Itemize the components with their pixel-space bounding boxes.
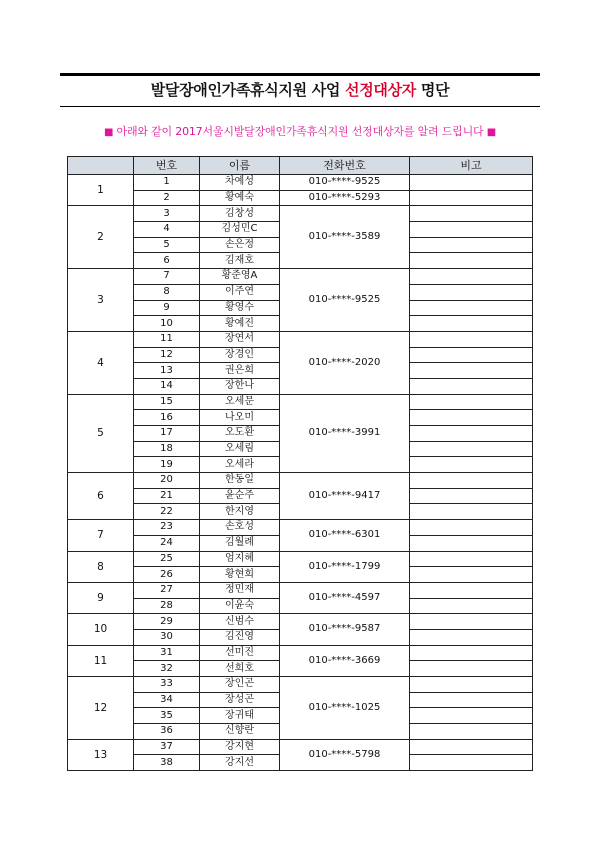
member-number-cell: 19 <box>134 457 200 473</box>
member-name-cell: 황준영A <box>200 269 280 285</box>
member-number-cell: 29 <box>134 614 200 630</box>
group-number-cell: 11 <box>68 645 134 676</box>
member-number-cell: 12 <box>134 347 200 363</box>
note-cell <box>410 426 533 442</box>
member-number-cell: 4 <box>134 222 200 238</box>
member-number-cell: 24 <box>134 535 200 551</box>
member-name-cell: 정민재 <box>200 582 280 598</box>
note-cell <box>410 410 533 426</box>
column-header-group <box>68 157 134 175</box>
phone-cell: 010-****-1799 <box>280 551 410 582</box>
note-cell <box>410 598 533 614</box>
note-cell <box>410 661 533 677</box>
member-number-cell: 8 <box>134 284 200 300</box>
square-bullet-icon: ■ <box>104 127 114 138</box>
title-top-rule <box>60 73 540 76</box>
member-number-cell: 25 <box>134 551 200 567</box>
group-number-cell: 3 <box>68 269 134 332</box>
note-cell <box>410 206 533 222</box>
member-name-cell: 오세림 <box>200 441 280 457</box>
member-name-cell: 신범수 <box>200 614 280 630</box>
column-header-note: 비고 <box>410 157 533 175</box>
note-cell <box>410 520 533 536</box>
group-number-cell: 2 <box>68 206 134 269</box>
note-cell <box>410 284 533 300</box>
note-cell <box>410 535 533 551</box>
member-number-cell: 30 <box>134 629 200 645</box>
member-name-cell: 김성민C <box>200 222 280 238</box>
note-cell <box>410 645 533 661</box>
phone-cell: 010-****-6301 <box>280 520 410 551</box>
member-number-cell: 34 <box>134 692 200 708</box>
group-number-cell: 4 <box>68 331 134 394</box>
column-header-name: 이름 <box>200 157 280 175</box>
member-number-cell: 7 <box>134 269 200 285</box>
member-number-cell: 13 <box>134 363 200 379</box>
member-name-cell: 신향란 <box>200 724 280 740</box>
member-number-cell: 6 <box>134 253 200 269</box>
table-row <box>68 190 533 206</box>
member-number-cell: 21 <box>134 488 200 504</box>
title-prefix: 발달장애인가족휴식지원 사업 <box>150 81 341 99</box>
note-cell <box>410 755 533 771</box>
member-name-cell: 황영수 <box>200 300 280 316</box>
member-name-cell: 강지현 <box>200 739 280 755</box>
member-name-cell: 장인곤 <box>200 677 280 693</box>
group-number-cell: 1 <box>68 175 134 206</box>
table-row <box>68 520 533 536</box>
note-cell <box>410 582 533 598</box>
note-cell <box>410 629 533 645</box>
member-number-cell: 9 <box>134 300 200 316</box>
table-row <box>68 206 533 222</box>
table-row <box>68 582 533 598</box>
member-number-cell: 20 <box>134 473 200 489</box>
note-cell <box>410 677 533 693</box>
group-number-cell: 6 <box>68 473 134 520</box>
note-cell <box>410 724 533 740</box>
member-number-cell: 14 <box>134 378 200 394</box>
phone-cell: 010-****-3991 <box>280 394 410 472</box>
table-row <box>68 739 533 755</box>
square-bullet-icon: ■ <box>486 127 496 138</box>
phone-cell: 010-****-2020 <box>280 331 410 394</box>
phone-cell: 010-****-4597 <box>280 582 410 613</box>
note-cell <box>410 316 533 332</box>
member-name-cell: 황현희 <box>200 567 280 583</box>
member-name-cell: 김창성 <box>200 206 280 222</box>
member-number-cell: 22 <box>134 504 200 520</box>
note-cell <box>410 739 533 755</box>
member-name-cell: 한지영 <box>200 504 280 520</box>
member-number-cell: 33 <box>134 677 200 693</box>
member-number-cell: 31 <box>134 645 200 661</box>
note-cell <box>410 614 533 630</box>
member-name-cell: 이윤숙 <box>200 598 280 614</box>
table-row <box>68 614 533 630</box>
member-name-cell: 오세문 <box>200 394 280 410</box>
note-cell <box>410 175 533 191</box>
note-cell <box>410 253 533 269</box>
member-number-cell: 16 <box>134 410 200 426</box>
phone-cell: 010-****-9417 <box>280 473 410 520</box>
group-number-cell: 8 <box>68 551 134 582</box>
column-header-phone: 전화번호 <box>280 157 410 175</box>
member-name-cell: 엄지혜 <box>200 551 280 567</box>
member-name-cell: 김월례 <box>200 535 280 551</box>
phone-cell: 010-****-3589 <box>280 206 410 269</box>
note-cell <box>410 378 533 394</box>
member-name-cell: 차예성 <box>200 175 280 191</box>
member-number-cell: 26 <box>134 567 200 583</box>
member-name-cell: 김진영 <box>200 629 280 645</box>
member-number-cell: 27 <box>134 582 200 598</box>
column-header-number: 번호 <box>134 157 200 175</box>
member-name-cell: 장연서 <box>200 331 280 347</box>
title-highlight: 선정대상자 <box>345 81 416 99</box>
note-cell <box>410 347 533 363</box>
note-cell <box>410 331 533 347</box>
notice-line <box>60 124 540 141</box>
member-name-cell: 황예숙 <box>200 190 280 206</box>
note-cell <box>410 551 533 567</box>
group-number-cell: 7 <box>68 520 134 551</box>
table-row <box>68 645 533 661</box>
member-number-cell: 17 <box>134 426 200 442</box>
member-name-cell: 장한나 <box>200 378 280 394</box>
member-name-cell: 강지선 <box>200 755 280 771</box>
note-cell <box>410 567 533 583</box>
member-name-cell: 한동일 <box>200 473 280 489</box>
note-cell <box>410 237 533 253</box>
phone-cell: 010-****-9525 <box>280 269 410 332</box>
table-row <box>68 551 533 567</box>
title-bottom-rule <box>60 106 540 107</box>
member-number-cell: 38 <box>134 755 200 771</box>
member-number-cell: 1 <box>134 175 200 191</box>
member-name-cell: 선미진 <box>200 645 280 661</box>
member-name-cell: 황예진 <box>200 316 280 332</box>
member-name-cell: 손호성 <box>200 520 280 536</box>
member-name-cell: 김재호 <box>200 253 280 269</box>
title-suffix: 명단 <box>420 81 450 99</box>
member-number-cell: 23 <box>134 520 200 536</box>
note-cell <box>410 222 533 238</box>
table-row <box>68 473 533 489</box>
member-number-cell: 10 <box>134 316 200 332</box>
table-row <box>68 331 533 347</box>
note-cell <box>410 457 533 473</box>
phone-cell: 010-****-3669 <box>280 645 410 676</box>
group-number-cell: 9 <box>68 582 134 613</box>
note-cell <box>410 269 533 285</box>
member-number-cell: 37 <box>134 739 200 755</box>
member-name-cell: 윤순주 <box>200 488 280 504</box>
member-name-cell: 장성곤 <box>200 692 280 708</box>
group-number-cell: 5 <box>68 394 134 472</box>
note-cell <box>410 363 533 379</box>
phone-cell: 010-****-5293 <box>280 190 410 206</box>
member-number-cell: 2 <box>134 190 200 206</box>
phone-cell: 010-****-5798 <box>280 739 410 770</box>
note-cell <box>410 190 533 206</box>
member-name-cell: 이주연 <box>200 284 280 300</box>
member-number-cell: 15 <box>134 394 200 410</box>
notice-text: 아래와 같이 2017서울시발달장애인가족휴식지원 선정대상자를 알려 드립니다 <box>116 125 484 138</box>
note-cell <box>410 504 533 520</box>
note-cell <box>410 488 533 504</box>
note-cell <box>410 692 533 708</box>
note-cell <box>410 300 533 316</box>
page-title <box>60 78 540 102</box>
member-name-cell: 오세라 <box>200 457 280 473</box>
note-cell <box>410 708 533 724</box>
table-row <box>68 394 533 410</box>
member-name-cell: 손은정 <box>200 237 280 253</box>
member-number-cell: 18 <box>134 441 200 457</box>
note-cell <box>410 441 533 457</box>
note-cell <box>410 473 533 489</box>
member-number-cell: 32 <box>134 661 200 677</box>
selection-table <box>67 156 533 771</box>
phone-cell: 010-****-9525 <box>280 175 410 191</box>
member-number-cell: 5 <box>134 237 200 253</box>
member-number-cell: 11 <box>134 331 200 347</box>
table-row <box>68 677 533 693</box>
member-name-cell: 장경인 <box>200 347 280 363</box>
member-name-cell: 장귀태 <box>200 708 280 724</box>
member-number-cell: 35 <box>134 708 200 724</box>
table-body <box>68 175 533 771</box>
member-name-cell: 선희호 <box>200 661 280 677</box>
phone-cell: 010-****-1025 <box>280 677 410 740</box>
member-number-cell: 3 <box>134 206 200 222</box>
group-number-cell: 10 <box>68 614 134 645</box>
member-number-cell: 36 <box>134 724 200 740</box>
group-number-cell: 12 <box>68 677 134 740</box>
member-name-cell: 권은희 <box>200 363 280 379</box>
member-number-cell: 28 <box>134 598 200 614</box>
note-cell <box>410 394 533 410</box>
table-header-row <box>68 157 533 175</box>
member-name-cell: 나오미 <box>200 410 280 426</box>
table-row <box>68 269 533 285</box>
phone-cell: 010-****-9587 <box>280 614 410 645</box>
table-row <box>68 175 533 191</box>
group-number-cell: 13 <box>68 739 134 770</box>
member-name-cell: 오도환 <box>200 426 280 442</box>
